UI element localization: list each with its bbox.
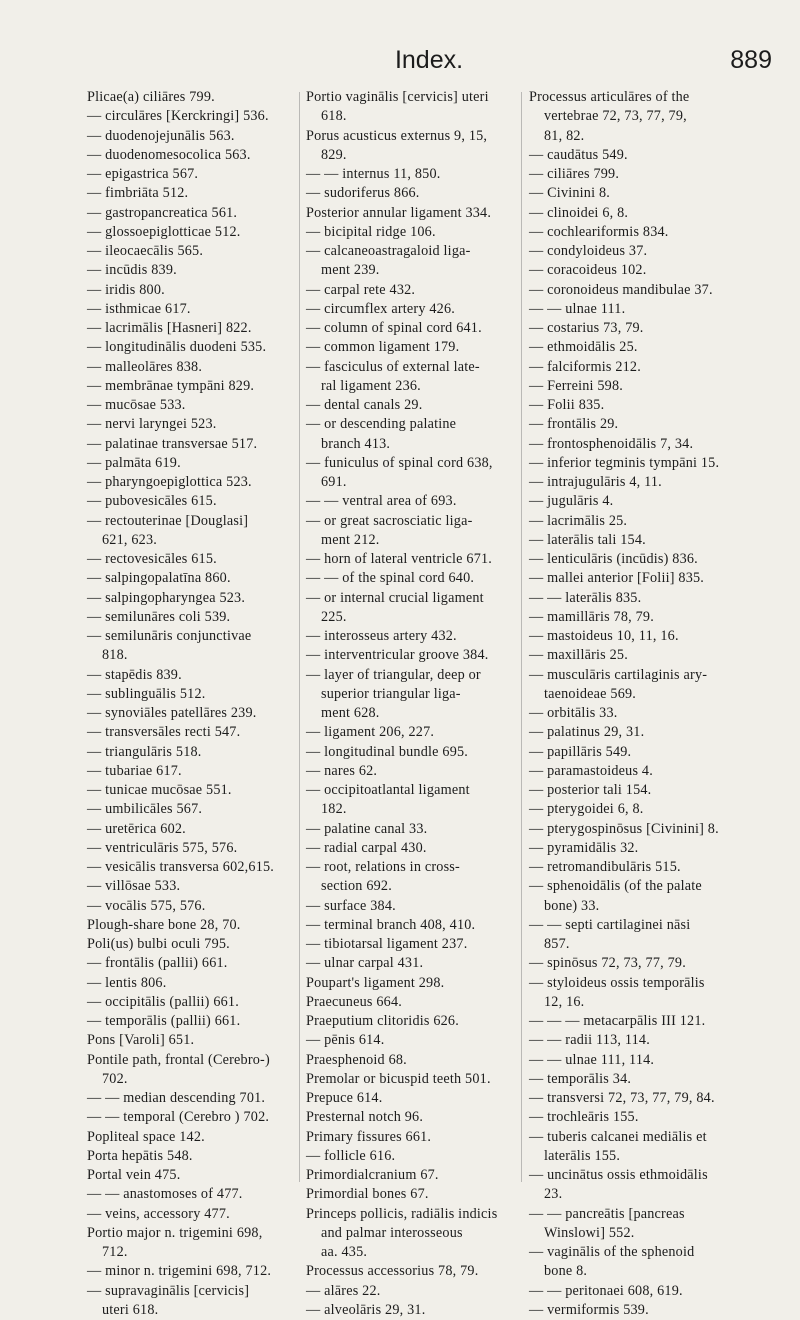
index-entry: — occipitālis (pallii) 661. — [87, 993, 239, 1010]
page-title: Index. — [394, 46, 464, 74]
index-entry: — tubariae 617. — [87, 762, 182, 779]
index-entry: — interventricular groove 384. — [306, 647, 489, 664]
index-entry: — pyramidālis 32. — [529, 839, 639, 856]
index-entry: — tunicae mucōsae 551. — [87, 782, 232, 798]
index-entry-continuation: laterālis 155. — [544, 1147, 621, 1164]
index-entry: — iridis 800. — [87, 281, 165, 298]
index-entry: — pterygoidei 6, 8. — [529, 801, 644, 818]
index-entry: — paramastoideus 4. — [529, 762, 653, 779]
index-entry: — — internus 11, 850. — [306, 166, 441, 182]
index-entry: — calcaneoastragaloid liga- — [306, 243, 471, 259]
index-entry-continuation: ment 628. — [321, 705, 380, 721]
index-entry: — falciformis 212. — [529, 358, 641, 375]
index-entry: — — — metacarpālis III 121. — [529, 1013, 706, 1029]
index-entry: Presternal notch 96. — [306, 1109, 424, 1126]
index-entry: — coracoideus 102. — [529, 262, 647, 279]
index-entry: — papillāris 549. — [529, 743, 632, 760]
index-entry: — veins, accessory 477. — [87, 1205, 230, 1222]
index-entry: — — median descending 701. — [87, 1090, 266, 1106]
index-entry: — or descending palatine — [306, 416, 457, 433]
index-entry: — ileocaecālis 565. — [87, 243, 204, 259]
index-entry-continuation: 691. — [321, 474, 347, 490]
index-entry: — Folii 835. — [529, 397, 605, 413]
index-entry: — pēnis 614. — [306, 1032, 385, 1049]
index-entry-continuation: branch 413. — [321, 435, 391, 452]
index-entry: — gastropancreatica 561. — [87, 204, 238, 221]
index-entry-continuation: 12, 16. — [544, 993, 585, 1010]
index-entry: — horn of lateral ventricle 671. — [306, 551, 493, 567]
index-entry: — orbitālis 33. — [529, 705, 618, 721]
index-entry: — — ulnae 111, 114. — [529, 1051, 655, 1068]
index-entry: — radial carpal 430. — [306, 839, 427, 856]
index-entry: — intrajugulāris 4, 11. — [529, 474, 662, 490]
index-entry: — bicipital ridge 106. — [306, 223, 436, 240]
index-entry-continuation: 23. — [544, 1186, 563, 1203]
index-entry: Portio major n. trigemini 698, — [87, 1224, 263, 1241]
column-divider — [299, 92, 300, 1182]
index-entry: — column of spinal cord 641. — [306, 320, 482, 336]
index-entry: — vaginālis of the sphenoid — [529, 1244, 695, 1260]
index-entry: — longitudinālis duodeni 535. — [87, 339, 267, 356]
index-entry: — tuberis calcanei mediālis et — [529, 1128, 707, 1145]
index-entry-continuation: 182. — [321, 801, 347, 818]
index-entry-continuation: ral ligament 236. — [321, 377, 421, 394]
index-entry: — rectouterinae [Douglasi] — [87, 512, 249, 529]
index-entry: — mamillāris 78, 79. — [529, 608, 654, 625]
index-entry: — posterior tali 154. — [529, 782, 652, 798]
index-entry: Pontile path, frontal (Cerebro-) — [87, 1051, 270, 1068]
index-entry: — — pancreātis [pancreas — [529, 1205, 685, 1222]
index-entry: — longitudinal bundle 695. — [306, 743, 469, 760]
index-entry: — lentis 806. — [87, 974, 167, 991]
index-entry: — stapēdis 839. — [87, 666, 182, 683]
index-entry: — sphenoidālis (of the palate — [529, 878, 702, 895]
index-entry: — uncinātus ossis ethmoidālis — [529, 1167, 708, 1183]
index-entry: — alveolāris 29, 31. — [306, 1301, 426, 1318]
index-entry: Praesphenoid 68. — [306, 1051, 407, 1068]
index-entry: — mucōsae 533. — [87, 397, 186, 413]
index-entry: — — anastomoses of 477. — [87, 1186, 243, 1203]
index-entry: Praecuneus 664. — [306, 993, 402, 1010]
index-entry: — — ventral area of 693. — [306, 493, 457, 510]
index-entry: Poupart's ligament 298. — [306, 974, 445, 991]
index-entry: — pubovesicāles 615. — [87, 493, 217, 510]
index-entry: — nares 62. — [306, 762, 378, 779]
index-entry: — root, relations in cross- — [306, 859, 460, 875]
index-entry: — alāres 22. — [306, 1282, 381, 1299]
index-entry-continuation: ment 239. — [321, 262, 380, 279]
index-entry: Plough-share bone 28, 70. — [87, 916, 241, 933]
index-entry: — temporālis 34. — [529, 1070, 632, 1087]
index-entry: Princeps pollicis, radiālis indicis — [306, 1205, 498, 1222]
index-entry: — common ligament 179. — [306, 339, 460, 356]
index-entry: Primordial bones 67. — [306, 1186, 429, 1203]
index-entry: — — peritonaei 608, 619. — [529, 1282, 683, 1299]
index-entry: — spinōsus 72, 73, 77, 79. — [529, 955, 686, 972]
index-entry: — occipitoatlantal ligament — [306, 782, 470, 798]
index-entry: — umbilicāles 567. — [87, 801, 203, 818]
index-entry: — palatine canal 33. — [306, 820, 428, 837]
index-entry: — semilunāres coli 539. — [87, 608, 231, 625]
column-divider — [521, 92, 522, 1182]
index-entry: — frontosphenoidālis 7, 34. — [529, 435, 694, 452]
index-entry: — — radii 113, 114. — [529, 1032, 650, 1049]
index-entry: — fasciculus of external late- — [306, 358, 480, 375]
index-entry-continuation: 818. — [102, 647, 128, 664]
index-entry-continuation: 81, 82. — [544, 127, 585, 144]
index-entry: Plicae(a) ciliāres 799. — [87, 89, 215, 105]
index-entry: Praeputium clitoridis 626. — [306, 1013, 459, 1029]
index-entry: — vesicālis transversa 602,615. — [87, 859, 275, 875]
index-entry: — tibiotarsal ligament 237. — [306, 936, 468, 952]
index-entry-continuation: 857. — [544, 936, 570, 952]
index-entry: — ethmoidālis 25. — [529, 339, 638, 356]
index-entry: — — laterālis 835. — [529, 589, 642, 606]
index-entry-continuation: 618. — [321, 108, 347, 125]
index-entry: Primordialcranium 67. — [306, 1167, 439, 1183]
index-entry: Popliteal space 142. — [87, 1128, 205, 1145]
index-entry: — — of the spinal cord 640. — [306, 570, 475, 587]
index-entry: — palmāta 619. — [87, 454, 181, 471]
index-entry: Processus articulāres of the — [529, 89, 690, 105]
index-entry: Portio vaginālis [cervicis] uteri — [306, 89, 489, 105]
index-entry: — clinoidei 6, 8. — [529, 204, 629, 221]
index-entry-continuation: taenoideae 569. — [544, 685, 637, 702]
index-entry: — salpingopalatīna 860. — [87, 570, 231, 587]
index-entry: — salpingopharyngea 523. — [87, 589, 246, 606]
index-entry: — retromandibulāris 515. — [529, 859, 681, 875]
index-entry: — vocālis 575, 576. — [87, 897, 206, 914]
index-entry: — incūdis 839. — [87, 262, 177, 279]
index-entry: Portal vein 475. — [87, 1167, 181, 1183]
index-entry: — sublinguālis 512. — [87, 685, 206, 702]
index-entry: — duodenojejunālis 563. — [87, 127, 235, 144]
index-column-2 — [306, 88, 512, 1320]
index-entry-continuation: aa. 435. — [321, 1244, 368, 1260]
index-column-1 — [87, 88, 287, 1320]
index-entry-continuation: ment 212. — [321, 531, 380, 548]
index-entry: — palatinae transversae 517. — [87, 435, 258, 452]
index-entry: Porta hepātis 548. — [87, 1147, 193, 1164]
index-entry-continuation: 712. — [102, 1244, 128, 1260]
index-entry: — funiculus of spinal cord 638, — [306, 454, 493, 471]
index-entry: — Ferreini 598. — [529, 377, 624, 394]
index-entry: — maxillāris 25. — [529, 647, 628, 664]
index-entry: — Civinini 8. — [529, 185, 611, 202]
index-entry: — palatinus 29, 31. — [529, 724, 645, 741]
index-entry: — pterygospinōsus [Civinini] 8. — [529, 820, 719, 837]
index-entry: — inferior tegminis tympāni 15. — [529, 454, 720, 471]
index-entry-continuation: 621, 623. — [102, 531, 158, 548]
index-entry: Primary fissures 661. — [306, 1128, 432, 1145]
index-entry: — ventriculāris 575, 576. — [87, 839, 238, 856]
index-entry: — follicle 616. — [306, 1147, 396, 1164]
index-entry: — terminal branch 408, 410. — [306, 916, 476, 933]
index-entry: — mallei anterior [Folii] 835. — [529, 570, 705, 587]
index-entry: — semilunāris conjunctivae — [87, 628, 252, 644]
index-entry: — frontālis (pallii) 661. — [87, 955, 228, 972]
index-entry: — fimbriāta 512. — [87, 185, 189, 202]
index-entry: — duodenomesocolica 563. — [87, 146, 251, 163]
index-entry: — ligament 206, 227. — [306, 724, 435, 741]
index-entry-continuation: vertebrae 72, 73, 77, 79, — [544, 108, 687, 125]
index-entry: — condyloideus 37. — [529, 243, 648, 259]
index-entry-continuation: bone 8. — [544, 1263, 588, 1280]
index-entry: — styloideus ossis temporālis — [529, 974, 705, 991]
index-entry: — — temporal (Cerebro ) 702. — [87, 1109, 270, 1126]
index-entry: — circulāres [Kerckringi] 536. — [87, 108, 269, 125]
index-entry: — isthmicae 617. — [87, 300, 191, 317]
index-entry: — minor n. trigemini 698, 712. — [87, 1263, 272, 1280]
index-entry: — — septi cartilaginei nāsi — [529, 916, 691, 933]
index-entry: — mastoideus 10, 11, 16. — [529, 628, 679, 644]
index-entry-continuation: superior triangular liga- — [321, 685, 461, 702]
index-entry: — vermiformis 539. — [529, 1301, 649, 1318]
index-entry: — ulnar carpal 431. — [306, 955, 424, 972]
index-entry: Processus accessorius 78, 79. — [306, 1263, 479, 1280]
index-entry: — nervi laryngei 523. — [87, 416, 217, 433]
index-entry-continuation: 225. — [321, 608, 347, 625]
index-entry: — or internal crucial ligament — [306, 589, 484, 606]
index-column-3 — [529, 88, 739, 1320]
index-entry: — layer of triangular, deep or — [306, 666, 481, 683]
index-entry: — lacrimālis [Hasneri] 822. — [87, 320, 252, 336]
index-entry: Posterior annular ligament 334. — [306, 204, 492, 221]
index-entry: — transversāles recti 547. — [87, 724, 241, 741]
index-entry: — jugulāris 4. — [529, 493, 614, 510]
index-entry: — musculāris cartilaginis ary- — [529, 666, 708, 683]
index-entry: Premolar or bicuspid teeth 501. — [306, 1070, 491, 1087]
index-entry: — villōsae 533. — [87, 878, 181, 895]
index-entry: — triangulāris 518. — [87, 743, 202, 760]
index-entry: — surface 384. — [306, 897, 396, 914]
index-entry: — laterālis tali 154. — [529, 531, 646, 548]
index-entry: — — ulnae 111. — [529, 300, 626, 317]
index-entry: Porus acusticus externus 9, 15, — [306, 127, 488, 144]
index-entry-continuation: 702. — [102, 1070, 128, 1087]
page-header — [86, 46, 772, 82]
index-entry: — temporālis (pallii) 661. — [87, 1013, 241, 1029]
index-entry: — rectovesicāles 615. — [87, 551, 217, 567]
index-entry: — costarius 73, 79. — [529, 320, 644, 336]
index-entry: — supravaginālis [cervicis] — [87, 1282, 250, 1299]
index-entry: — dental canals 29. — [306, 397, 423, 413]
index-entry: — trochleāris 155. — [529, 1109, 639, 1126]
index-entry-continuation: 829. — [321, 146, 347, 163]
index-entry: — epigastrica 567. — [87, 166, 199, 182]
index-entry: — carpal rete 432. — [306, 281, 416, 298]
index-entry-continuation: uteri 618. — [102, 1301, 159, 1318]
index-entry: — lacrimālis 25. — [529, 512, 628, 529]
index-entry-continuation: section 692. — [321, 878, 392, 895]
index-entry: — malleolāres 838. — [87, 358, 203, 375]
index-entry: — sudoriferus 866. — [306, 185, 420, 202]
index-entry: — circumflex artery 426. — [306, 300, 455, 317]
index-entry: — lenticulāris (incūdis) 836. — [529, 551, 698, 567]
index-entry: — transversi 72, 73, 77, 79, 84. — [529, 1090, 715, 1106]
index-entry: — glossoepiglotticae 512. — [87, 223, 241, 240]
index-entry: — frontālis 29. — [529, 416, 619, 433]
index-entry: — coronoideus mandibulae 37. — [529, 281, 713, 298]
index-entry: Poli(us) bulbi oculi 795. — [87, 936, 230, 952]
index-entry: — membrānae tympāni 829. — [87, 377, 255, 394]
index-entry: Pons [Varoli] 651. — [87, 1032, 195, 1049]
index-entry: — uretērica 602. — [87, 820, 186, 837]
index-entry-continuation: and palmar interosseous — [321, 1224, 463, 1241]
index-entry: — interosseus artery 432. — [306, 628, 457, 644]
index-entry-continuation: Winslowi] 552. — [544, 1224, 635, 1241]
index-entry: — ciliāres 799. — [529, 166, 620, 182]
index-entry: — caudātus 549. — [529, 146, 628, 163]
index-entry: Prepuce 614. — [306, 1090, 383, 1106]
index-entry: — cochleariformis 834. — [529, 223, 669, 240]
index-entry: — pharyngoepiglottica 523. — [87, 474, 252, 490]
page-number: 889 — [730, 46, 772, 74]
index-entry: — or great sacrosciatic liga- — [306, 512, 473, 529]
index-entry-continuation: bone) 33. — [544, 897, 600, 914]
index-entry: — synoviāles patellāres 239. — [87, 705, 257, 721]
